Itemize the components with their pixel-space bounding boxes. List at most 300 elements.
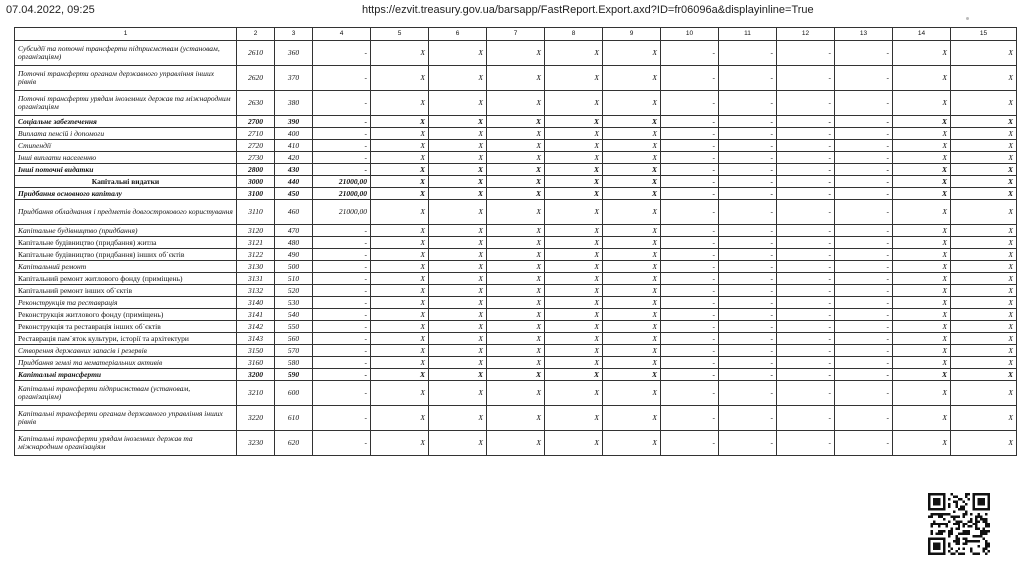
row-value: X (545, 285, 603, 297)
row-value: - (835, 261, 893, 273)
row-value: X (951, 176, 1017, 188)
row-value: - (835, 152, 893, 164)
row-value: - (835, 225, 893, 237)
row-value: X (893, 140, 951, 152)
row-value: X (429, 91, 487, 116)
row-value: - (719, 176, 777, 188)
row-value: - (719, 91, 777, 116)
column-number-14: 14 (893, 28, 951, 41)
table-row (15, 225, 1017, 237)
row-value: - (661, 333, 719, 345)
row-value: X (951, 152, 1017, 164)
row-code: 2700 (237, 116, 275, 128)
row-value: X (545, 249, 603, 261)
row-value: X (371, 333, 429, 345)
row-value: - (661, 140, 719, 152)
row-value: X (951, 345, 1017, 357)
row-value: - (719, 164, 777, 176)
column-number-15: 15 (951, 28, 1017, 41)
row-value: X (893, 225, 951, 237)
row-value: X (603, 41, 661, 66)
row-value: X (603, 369, 661, 381)
table-row (15, 285, 1017, 297)
column-number-6: 6 (429, 28, 487, 41)
row-value: X (371, 357, 429, 369)
row-value: X (545, 152, 603, 164)
row-value: - (777, 164, 835, 176)
row-value: X (951, 381, 1017, 406)
row-value: - (835, 273, 893, 285)
row-amount: - (313, 357, 371, 369)
row-value: - (835, 431, 893, 456)
row-value: X (487, 237, 545, 249)
row-value: X (487, 345, 545, 357)
row-code: 3000 (237, 176, 275, 188)
row-value: X (893, 188, 951, 200)
row-value: X (951, 66, 1017, 91)
row-value: X (429, 297, 487, 309)
row-value: X (893, 321, 951, 333)
row-value: X (951, 309, 1017, 321)
row-value: X (951, 237, 1017, 249)
row-code: 3150 (237, 345, 275, 357)
row-value: X (429, 116, 487, 128)
row-value: - (719, 369, 777, 381)
row-value: - (777, 357, 835, 369)
row-value: X (371, 345, 429, 357)
row-value: - (661, 176, 719, 188)
row-line-number: 410 (275, 140, 313, 152)
table-row (15, 369, 1017, 381)
row-value: - (777, 321, 835, 333)
row-value: X (371, 116, 429, 128)
row-value: X (545, 188, 603, 200)
row-value: X (487, 188, 545, 200)
row-value: X (603, 357, 661, 369)
table-row (15, 273, 1017, 285)
row-amount: 21000,00 (313, 176, 371, 188)
row-line-number: 430 (275, 164, 313, 176)
row-value: X (603, 431, 661, 456)
table-row (15, 333, 1017, 345)
row-value: X (545, 431, 603, 456)
row-value: - (777, 116, 835, 128)
row-value: - (835, 41, 893, 66)
row-value: X (371, 406, 429, 431)
row-value: - (777, 406, 835, 431)
table-row (15, 237, 1017, 249)
row-value: X (429, 200, 487, 225)
row-line-number: 590 (275, 369, 313, 381)
row-value: X (545, 357, 603, 369)
table-row (15, 140, 1017, 152)
row-name: Капітальні трансферти органам державного управління інших рівнів (15, 406, 237, 431)
row-value: X (487, 333, 545, 345)
row-value: X (487, 406, 545, 431)
table-row (15, 249, 1017, 261)
row-code: 3100 (237, 188, 275, 200)
row-value: - (661, 285, 719, 297)
row-value: - (777, 381, 835, 406)
row-value: X (603, 321, 661, 333)
row-value: - (777, 91, 835, 116)
row-value: X (429, 381, 487, 406)
row-line-number: 620 (275, 431, 313, 456)
column-number-row (15, 28, 1017, 41)
row-value: - (661, 164, 719, 176)
row-name: Капітальне будівництво (придбання) (15, 225, 237, 237)
row-name: Виплата пенсій і допомоги (15, 128, 237, 140)
row-value: X (371, 309, 429, 321)
row-value: X (951, 128, 1017, 140)
row-value: X (371, 128, 429, 140)
row-amount: - (313, 91, 371, 116)
row-value: - (719, 309, 777, 321)
row-line-number: 420 (275, 152, 313, 164)
report-table (14, 27, 1017, 456)
row-name: Капітальний ремонт (15, 261, 237, 273)
table-row (15, 116, 1017, 128)
column-number-1: 1 (15, 28, 237, 41)
row-code: 3140 (237, 297, 275, 309)
row-value: - (661, 128, 719, 140)
row-value: - (835, 140, 893, 152)
row-amount: - (313, 152, 371, 164)
row-value: - (777, 249, 835, 261)
row-value: X (371, 273, 429, 285)
row-value: X (951, 91, 1017, 116)
row-value: - (661, 66, 719, 91)
row-line-number: 360 (275, 41, 313, 66)
table-row (15, 41, 1017, 66)
row-code: 3200 (237, 369, 275, 381)
row-value: X (487, 381, 545, 406)
row-value: X (603, 261, 661, 273)
table-row (15, 357, 1017, 369)
row-value: X (429, 431, 487, 456)
row-value: X (603, 91, 661, 116)
row-value: X (893, 128, 951, 140)
row-amount: - (313, 41, 371, 66)
row-value: X (487, 91, 545, 116)
row-value: X (487, 152, 545, 164)
row-amount: - (313, 297, 371, 309)
row-value: X (603, 285, 661, 297)
row-value: X (371, 200, 429, 225)
row-amount: - (313, 249, 371, 261)
row-value: X (371, 369, 429, 381)
row-line-number: 610 (275, 406, 313, 431)
row-value: X (893, 164, 951, 176)
row-value: - (777, 285, 835, 297)
column-number-10: 10 (661, 28, 719, 41)
row-name: Інші виплати населенню (15, 152, 237, 164)
column-number-9: 9 (603, 28, 661, 41)
row-value: X (951, 369, 1017, 381)
row-value: - (661, 152, 719, 164)
row-value: X (893, 116, 951, 128)
row-value: - (835, 200, 893, 225)
row-amount: - (313, 431, 371, 456)
table-row (15, 406, 1017, 431)
row-value: - (719, 225, 777, 237)
table-row (15, 91, 1017, 116)
row-value: X (429, 345, 487, 357)
row-value: - (719, 297, 777, 309)
row-value: X (603, 309, 661, 321)
row-value: X (951, 164, 1017, 176)
row-value: X (429, 152, 487, 164)
row-value: X (429, 41, 487, 66)
row-value: - (835, 237, 893, 249)
row-value: X (893, 249, 951, 261)
row-value: X (545, 333, 603, 345)
row-amount: - (313, 128, 371, 140)
row-value: - (719, 237, 777, 249)
row-value: X (487, 261, 545, 273)
row-code: 2710 (237, 128, 275, 140)
row-amount: 21000,00 (313, 188, 371, 200)
table-row (15, 261, 1017, 273)
row-value: X (429, 309, 487, 321)
row-value: X (487, 297, 545, 309)
row-value: X (893, 91, 951, 116)
row-value: - (661, 41, 719, 66)
column-number-4: 4 (313, 28, 371, 41)
row-value: X (893, 176, 951, 188)
row-value: X (545, 91, 603, 116)
row-value: X (429, 261, 487, 273)
row-value: - (835, 333, 893, 345)
row-value: X (487, 273, 545, 285)
row-value: - (777, 188, 835, 200)
row-value: - (661, 116, 719, 128)
row-value: X (893, 345, 951, 357)
row-value: - (777, 176, 835, 188)
row-value: X (545, 273, 603, 285)
row-line-number: 460 (275, 200, 313, 225)
column-number-13: 13 (835, 28, 893, 41)
row-code: 2720 (237, 140, 275, 152)
row-value: X (429, 128, 487, 140)
row-line-number: 400 (275, 128, 313, 140)
row-line-number: 540 (275, 309, 313, 321)
row-value: - (777, 369, 835, 381)
row-line-number: 520 (275, 285, 313, 297)
row-code: 2620 (237, 66, 275, 91)
row-name: Капітальний ремонт інших об`єктів (15, 285, 237, 297)
row-value: X (371, 381, 429, 406)
row-name: Інші поточні видатки (15, 164, 237, 176)
row-line-number: 600 (275, 381, 313, 406)
row-name: Соціальне забезпечення (15, 116, 237, 128)
row-code: 3122 (237, 249, 275, 261)
row-value: X (371, 261, 429, 273)
row-value: X (893, 357, 951, 369)
row-amount: - (313, 140, 371, 152)
row-value: X (487, 116, 545, 128)
row-value: X (487, 41, 545, 66)
row-value: - (719, 431, 777, 456)
column-number-12: 12 (777, 28, 835, 41)
row-value: X (371, 285, 429, 297)
row-value: X (487, 369, 545, 381)
row-code: 3121 (237, 237, 275, 249)
table-row (15, 188, 1017, 200)
row-amount: - (313, 345, 371, 357)
row-code: 3142 (237, 321, 275, 333)
row-value: - (719, 321, 777, 333)
row-value: X (951, 357, 1017, 369)
row-value: X (371, 91, 429, 116)
row-value: - (835, 249, 893, 261)
row-value: - (719, 261, 777, 273)
row-value: - (835, 345, 893, 357)
row-code: 3160 (237, 357, 275, 369)
row-amount: - (313, 406, 371, 431)
row-value: X (371, 249, 429, 261)
row-value: - (719, 345, 777, 357)
row-value: - (719, 406, 777, 431)
row-value: - (777, 273, 835, 285)
row-value: - (661, 321, 719, 333)
row-code: 3120 (237, 225, 275, 237)
row-name: Капітальні трансферти урядам іноземних держав та міжнародним організаціям (15, 431, 237, 456)
row-value: X (545, 406, 603, 431)
row-value: - (719, 273, 777, 285)
row-value: - (835, 128, 893, 140)
row-value: - (719, 188, 777, 200)
row-value: X (603, 406, 661, 431)
row-amount: - (313, 321, 371, 333)
row-value: X (429, 176, 487, 188)
row-code: 3230 (237, 431, 275, 456)
row-amount: - (313, 333, 371, 345)
row-value: - (835, 297, 893, 309)
row-name: Придбання землі та нематеріальних активів (15, 357, 237, 369)
row-line-number: 380 (275, 91, 313, 116)
row-value: - (719, 381, 777, 406)
row-value: X (429, 249, 487, 261)
row-value: - (661, 273, 719, 285)
row-value: - (777, 237, 835, 249)
row-value: - (719, 66, 777, 91)
row-line-number: 510 (275, 273, 313, 285)
row-value: X (603, 333, 661, 345)
row-value: - (661, 200, 719, 225)
row-value: - (661, 369, 719, 381)
row-name: Створення державних запасів і резервів (15, 345, 237, 357)
row-value: X (371, 237, 429, 249)
row-value: X (603, 140, 661, 152)
row-value: - (719, 249, 777, 261)
row-value: X (893, 200, 951, 225)
row-line-number: 490 (275, 249, 313, 261)
page-url: https://ezvit.treasury.gov.ua/barsapp/FastReport.Export.axd?ID=fr06096a&displayinline=True (362, 4, 814, 16)
column-number-5: 5 (371, 28, 429, 41)
row-code: 3131 (237, 273, 275, 285)
row-value: X (429, 369, 487, 381)
row-value: X (603, 116, 661, 128)
table-row (15, 321, 1017, 333)
row-value: - (661, 381, 719, 406)
row-value: - (777, 261, 835, 273)
row-value: X (893, 381, 951, 406)
row-value: X (429, 357, 487, 369)
row-value: X (603, 152, 661, 164)
row-value: X (487, 321, 545, 333)
row-amount: - (313, 66, 371, 91)
row-name: Капітальні видатки (15, 176, 237, 188)
row-value: X (603, 237, 661, 249)
row-value: X (893, 285, 951, 297)
row-line-number: 440 (275, 176, 313, 188)
row-value: X (429, 237, 487, 249)
row-value: - (719, 285, 777, 297)
row-value: X (429, 164, 487, 176)
row-value: X (487, 66, 545, 91)
column-number-8: 8 (545, 28, 603, 41)
row-amount: - (313, 164, 371, 176)
table-row (15, 309, 1017, 321)
row-value: X (893, 333, 951, 345)
row-value: X (371, 152, 429, 164)
print-date: 07.04.2022, 09:25 (6, 4, 95, 16)
row-value: X (603, 273, 661, 285)
row-value: X (487, 249, 545, 261)
row-value: X (487, 285, 545, 297)
row-value: X (951, 406, 1017, 431)
row-amount: - (313, 225, 371, 237)
row-value: - (835, 309, 893, 321)
table-row (15, 152, 1017, 164)
column-number-3: 3 (275, 28, 313, 41)
row-name: Реставрація пам`яток культури, історії та архітектури (15, 333, 237, 345)
row-amount: - (313, 261, 371, 273)
row-name: Придбання основного капіталу (15, 188, 237, 200)
row-value: X (893, 66, 951, 91)
row-line-number: 560 (275, 333, 313, 345)
row-value: X (603, 164, 661, 176)
row-value: X (893, 369, 951, 381)
row-value: X (893, 273, 951, 285)
row-value: - (661, 225, 719, 237)
row-value: - (835, 66, 893, 91)
row-name: Поточні трансферти урядам іноземних держав та міжнародним організаціям (15, 91, 237, 116)
table-row (15, 431, 1017, 456)
row-value: X (893, 406, 951, 431)
row-value: X (487, 225, 545, 237)
row-value: X (545, 225, 603, 237)
row-value: X (487, 431, 545, 456)
row-value: - (835, 91, 893, 116)
table-row (15, 381, 1017, 406)
row-value: X (603, 200, 661, 225)
row-value: X (951, 273, 1017, 285)
row-value: X (603, 128, 661, 140)
row-value: X (487, 140, 545, 152)
row-value: X (951, 321, 1017, 333)
row-value: X (893, 41, 951, 66)
row-value: - (835, 116, 893, 128)
row-name: Придбання обладнання і предметів довгострокового користування (15, 200, 237, 225)
column-number-2: 2 (237, 28, 275, 41)
row-value: - (835, 406, 893, 431)
row-value: X (603, 297, 661, 309)
row-value: X (951, 249, 1017, 261)
row-value: X (893, 237, 951, 249)
row-value: X (545, 309, 603, 321)
